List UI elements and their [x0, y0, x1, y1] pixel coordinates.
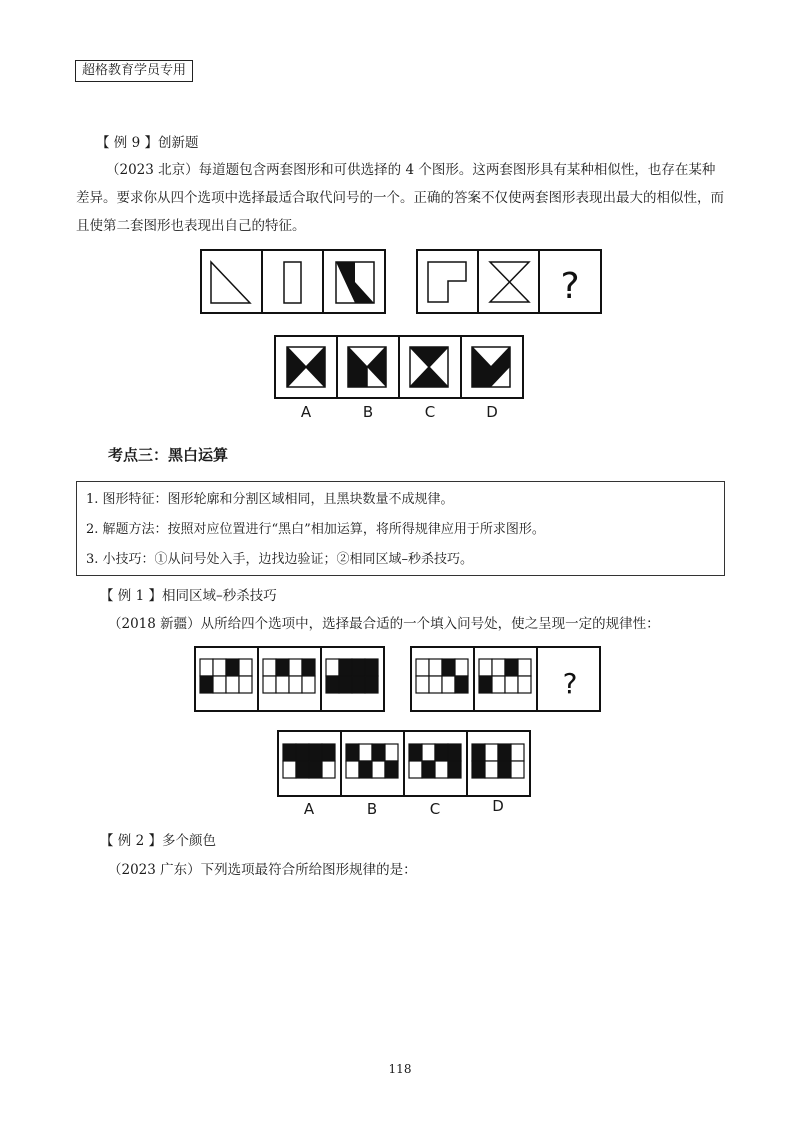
grid-cell: [296, 744, 309, 761]
grid-cell: [492, 676, 505, 693]
header-tag: 超格教育学员专用: [75, 60, 193, 82]
grid-cell: [511, 744, 524, 761]
grid-cell: [518, 659, 531, 676]
grid-cell: [239, 659, 252, 676]
grid-cell: [296, 761, 309, 778]
grid-cell: [485, 761, 498, 778]
grid-cell: [359, 761, 372, 778]
ex1-set2-cell1-grid: [416, 659, 468, 693]
grid-cell: [409, 761, 422, 778]
grid-cell: [339, 676, 352, 693]
grid-cell: [429, 659, 442, 676]
grid-cell: [302, 676, 315, 693]
grid-cell: [326, 659, 339, 676]
example-9-option-a-label: A: [300, 403, 312, 421]
ex1-set1-cell1-grid: [200, 659, 252, 693]
example-1-option-d-label: D: [492, 797, 504, 815]
grid-cell: [455, 676, 468, 693]
example-1-option-c-label: C: [429, 800, 441, 818]
grid-cell: [422, 761, 435, 778]
grid-cell: [276, 659, 289, 676]
example-9-question-mark: ?: [560, 266, 580, 307]
example-9-option-c-label: C: [424, 403, 436, 421]
page-number: 118: [388, 1062, 412, 1076]
example-1-option-b-label: B: [366, 800, 378, 818]
grid-cell: [346, 761, 359, 778]
grid-cell: [385, 744, 398, 761]
grid-cell: [226, 659, 239, 676]
example-9-title: 【 例 9 】创新题: [96, 135, 199, 151]
grid-cell: [352, 676, 365, 693]
grid-cell: [213, 676, 226, 693]
grid-cell: [442, 659, 455, 676]
grid-cell: [372, 744, 385, 761]
ex1-set2-cell2-grid: [479, 659, 531, 693]
grid-cell: [283, 761, 296, 778]
grid-cell: [472, 744, 485, 761]
grid-cell: [289, 676, 302, 693]
grid-cell: [416, 659, 429, 676]
grid-cell: [485, 744, 498, 761]
grid-cell: [429, 676, 442, 693]
note-line-2: 2. 解题方法：按照对应位置进行“黑白”相加运算，将所得规律应用于所求图形。: [86, 522, 545, 537]
ex1-set1-cell3-grid: [326, 659, 378, 693]
example-2-title: 【 例 2 】多个颜色: [100, 833, 216, 849]
example-1-body: （2018 新疆）从所给四个选项中，选择最合适的一个填入问号处，使之呈现一定的规律性：: [108, 616, 660, 632]
grid-cell: [239, 676, 252, 693]
ex1-option-b-grid: [346, 744, 398, 778]
grid-cell: [200, 659, 213, 676]
grid-cell: [263, 676, 276, 693]
grid-cell: [455, 659, 468, 676]
grid-cell: [498, 761, 511, 778]
grid-cell: [498, 744, 511, 761]
grid-cell: [511, 761, 524, 778]
grid-cell: [518, 676, 531, 693]
example-1-question-mark: ?: [562, 667, 578, 700]
note-line-3: 3. 小技巧：①从问号处入手，边找边验证；②相同区域–秒杀技巧。: [86, 552, 474, 567]
example-9-option-b-label: B: [362, 403, 374, 421]
section-3-heading: 考点三：黑白运算: [108, 446, 229, 464]
ex1-option-d-grid: [472, 744, 524, 778]
grid-cell: [309, 761, 322, 778]
grid-cell: [276, 676, 289, 693]
ex1-set1-cell2-grid: [263, 659, 315, 693]
grid-cell: [226, 676, 239, 693]
example-2-body: （2023 广东）下列选项最符合所给图形规律的是：: [108, 862, 417, 878]
grid-cell: [472, 761, 485, 778]
grid-cell: [505, 676, 518, 693]
ex1-option-c-grid: [409, 744, 461, 778]
example-1-option-a-label: A: [303, 800, 315, 818]
grid-cell: [479, 659, 492, 676]
example-9-body: （2023 北京）每道题包含两套图形和可供选择的 4 个图形。这两套图形具有某种相似性，也存在某种差异。要求你从四个选项中选择最适合取代问号的一个。正确的答案不仅使两套图形表现出最大的相似性，而且使第二套图形也表现出自己的特征。: [76, 162, 724, 234]
grid-cell: [322, 761, 335, 778]
grid-cell: [302, 659, 315, 676]
grid-cell: [289, 659, 302, 676]
example-9-option-d-label: D: [486, 403, 498, 421]
grid-cell: [505, 659, 518, 676]
grid-cell: [309, 744, 322, 761]
grid-cell: [409, 744, 422, 761]
example-1-title: 【 例 1 】相同区域–秒杀技巧: [100, 588, 277, 604]
grid-cell: [448, 744, 461, 761]
grid-cell: [322, 744, 335, 761]
grid-cell: [283, 744, 296, 761]
grid-cell: [372, 761, 385, 778]
grid-cell: [448, 761, 461, 778]
grid-cell: [435, 744, 448, 761]
grid-cell: [359, 744, 372, 761]
grid-cell: [200, 676, 213, 693]
grid-cell: [213, 659, 226, 676]
grid-cell: [365, 659, 378, 676]
grid-cell: [385, 761, 398, 778]
grid-cell: [352, 659, 365, 676]
grid-cell: [263, 659, 276, 676]
ex1-option-a-grid: [283, 744, 335, 778]
grid-cell: [422, 744, 435, 761]
note-line-1: 1. 图形特征：图形轮廓和分割区域相同，且黑块数量不成规律。: [86, 492, 454, 507]
grid-cell: [339, 659, 352, 676]
grid-cell: [365, 676, 378, 693]
grid-cell: [435, 761, 448, 778]
grid-cell: [416, 676, 429, 693]
grid-cell: [346, 744, 359, 761]
grid-cell: [442, 676, 455, 693]
grid-cell: [326, 676, 339, 693]
grid-cell: [492, 659, 505, 676]
grid-cell: [479, 676, 492, 693]
